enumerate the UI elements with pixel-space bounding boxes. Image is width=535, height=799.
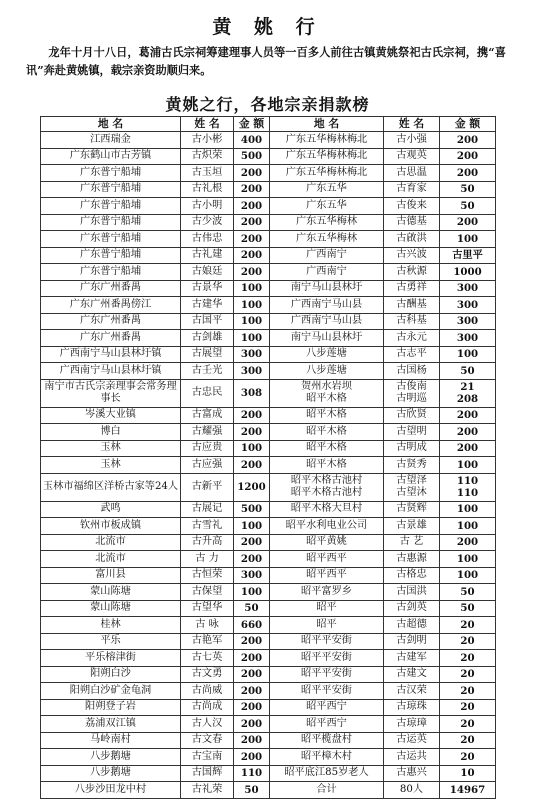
name-cell: 古忠民: [181, 379, 234, 407]
name-cell: 古国洪: [384, 584, 440, 601]
amount-cell: 200: [234, 633, 270, 650]
name-cell: 古思温: [384, 165, 440, 182]
place-cell: 蒙山陈塘: [41, 600, 181, 617]
amount-cell: 50: [440, 600, 496, 617]
name-cell: 古展望: [181, 346, 234, 363]
amount-cell: 20: [440, 716, 496, 733]
place-cell: 昭平西平: [270, 567, 384, 584]
place-cell: 昭平富罗乡: [270, 584, 384, 601]
header-name: 姓 名: [181, 117, 234, 132]
amount-cell: 200: [440, 424, 496, 441]
place-cell: 昭平西宁: [270, 716, 384, 733]
place-cell: 昭平西平: [270, 551, 384, 568]
amount-cell: 200: [234, 666, 270, 683]
amount-cell-line: 110: [456, 487, 479, 499]
name-cell: 古汉荣: [384, 683, 440, 700]
amount-cell: 200: [234, 247, 270, 264]
amount-cell: 100: [440, 457, 496, 474]
table-row: [41, 346, 496, 363]
header-place: 地 名: [41, 117, 181, 132]
amount-cell: 10: [440, 765, 496, 782]
amount-cell: 400: [234, 132, 270, 149]
name-cell: 古欣贤: [384, 407, 440, 424]
amount-cell: 300: [234, 567, 270, 584]
name-cell: 古尚威: [181, 683, 234, 700]
name-cell: 古少波: [181, 214, 234, 231]
place-cell-line: 昭平木格: [306, 393, 347, 404]
name-cell: 古玉垣: [181, 165, 234, 182]
place-cell: 玉林: [41, 440, 181, 457]
name-cell: 古 艺: [384, 534, 440, 551]
table-row: [41, 732, 496, 749]
place-cell: 广东普宁船埔: [41, 181, 181, 198]
name-cell: 古超德: [384, 617, 440, 634]
place-cell: 广西南宁马山县: [270, 297, 384, 314]
name-cell: 古贤辉: [384, 501, 440, 518]
amount-cell: [440, 379, 496, 407]
place-cell: 昭平西宁: [270, 699, 384, 716]
name-cell: 古剑雄: [181, 330, 234, 347]
amount-cell: 20: [440, 650, 496, 667]
name-cell: 古 咏: [181, 617, 234, 634]
name-cell-line: 古明巡: [396, 393, 427, 404]
name-cell: 古勇祥: [384, 280, 440, 297]
amount-cell: 200: [234, 551, 270, 568]
name-cell: 古应强: [181, 457, 234, 474]
amount-cell: 200: [440, 534, 496, 551]
donation-table: [40, 116, 496, 799]
table-row: [41, 440, 496, 457]
amount-cell: 200: [440, 148, 496, 165]
place-cell: 广东鹤山市古芳镇: [41, 148, 181, 165]
name-cell: 古小强: [384, 132, 440, 149]
place-cell: 昭平榄盘村: [270, 732, 384, 749]
table-row: [41, 666, 496, 683]
place-cell: 武鸣: [41, 501, 181, 518]
name-cell: 古礼根: [181, 181, 234, 198]
table-row: [41, 247, 496, 264]
table-row: [41, 280, 496, 297]
name-cell: 古尚成: [181, 699, 234, 716]
place-cell: 广东五华: [270, 181, 384, 198]
table-row: [41, 534, 496, 551]
place-cell: 昭平木格: [270, 424, 384, 441]
amount-cell: 300: [234, 346, 270, 363]
place-cell: 广西南宁马山县林圩镇: [41, 346, 181, 363]
name-cell: 古德基: [384, 214, 440, 231]
name-cell: 古富成: [181, 407, 234, 424]
name-cell: 古酬基: [384, 297, 440, 314]
table-row: [41, 132, 496, 149]
name-cell: 古人汉: [181, 716, 234, 733]
name-cell: 古景华: [181, 280, 234, 297]
name-cell: [384, 379, 440, 407]
place-cell: 广东普宁船埔: [41, 198, 181, 215]
name-cell: 古惠源: [384, 551, 440, 568]
name-cell: 古宝南: [181, 749, 234, 766]
place-cell: 广东五华梅林: [270, 231, 384, 248]
place-cell: 蒙山陈塘: [41, 584, 181, 601]
table-header-row: [41, 117, 496, 132]
place-cell: 广西南宁马山县林圩镇: [41, 363, 181, 380]
place-cell: 昭平: [270, 600, 384, 617]
table-row: [41, 473, 496, 501]
amount-cell: 300: [234, 363, 270, 380]
amount-cell: [440, 473, 496, 501]
name-cell: 古明成: [384, 440, 440, 457]
table-row: [41, 424, 496, 441]
table-row: [41, 363, 496, 380]
place-cell: 广西南宁马山县: [270, 313, 384, 330]
table-row: [41, 181, 496, 198]
table-row: [41, 617, 496, 634]
name-cell: 古观英: [384, 148, 440, 165]
place-cell: 八步莲塘: [270, 346, 384, 363]
name-cell: 古伟忠: [181, 231, 234, 248]
table-row: [41, 518, 496, 535]
name-cell: 古七英: [181, 650, 234, 667]
amount-cell: 20: [440, 732, 496, 749]
name-cell: 古炽荣: [181, 148, 234, 165]
place-cell: 昭平樟木村: [270, 749, 384, 766]
name-cell: 古艳军: [181, 633, 234, 650]
place-cell: 八步莲塘: [270, 363, 384, 380]
name-cell: 古升高: [181, 534, 234, 551]
place-cell: 昭平平安街: [270, 633, 384, 650]
amount-cell: 200: [234, 407, 270, 424]
table-row: [41, 633, 496, 650]
name-cell: 古应贵: [181, 440, 234, 457]
amount-cell: 50: [440, 181, 496, 198]
table-row: [41, 313, 496, 330]
amount-cell: 200: [234, 181, 270, 198]
amount-cell: 200: [234, 264, 270, 281]
table-subtitle: 黄姚之行，各地宗亲捐款榜: [165, 95, 370, 114]
name-cell: [384, 473, 440, 501]
name-cell: 古国杨: [384, 363, 440, 380]
place-cell: 平乐: [41, 633, 181, 650]
place-cell: 广东广州番禺: [41, 330, 181, 347]
table-row: [41, 782, 496, 799]
place-cell: 南宁市古氏宗亲理事会常务理事长: [41, 379, 181, 407]
amount-cell: 200: [234, 231, 270, 248]
place-cell: 广东普宁船埔: [41, 165, 181, 182]
name-cell: 古保望: [181, 584, 234, 601]
name-cell: 古望明: [384, 424, 440, 441]
place-cell: 北流市: [41, 551, 181, 568]
name-cell: 古小彬: [181, 132, 234, 149]
name-cell: 古新平: [181, 473, 234, 501]
place-cell-line: 贺州水岩坝: [301, 381, 352, 392]
amount-cell: 200: [234, 424, 270, 441]
place-cell-line: 昭平木格古池村: [290, 475, 363, 486]
table-row: [41, 214, 496, 231]
name-cell: 古建华: [181, 297, 234, 314]
name-cell: 古雪礼: [181, 518, 234, 535]
name-cell: 古礼建: [181, 247, 234, 264]
table-row: [41, 330, 496, 347]
place-cell: 荔浦双江镇: [41, 716, 181, 733]
table-row: [41, 716, 496, 733]
place-cell: 昭平木格大旦村: [270, 501, 384, 518]
place-cell: 南宁马山县林圩: [270, 280, 384, 297]
amount-cell: 300: [440, 330, 496, 347]
amount-cell-line: 110: [456, 475, 479, 487]
table-row: [41, 600, 496, 617]
amount-cell: 300: [440, 280, 496, 297]
name-cell: 古 力: [181, 551, 234, 568]
amount-cell: 300: [440, 297, 496, 314]
name-cell: 古文勇: [181, 666, 234, 683]
amount-cell: 50: [440, 363, 496, 380]
place-cell: 合计: [270, 782, 384, 799]
table-row: [41, 567, 496, 584]
name-cell: 古格忠: [384, 567, 440, 584]
amount-cell: 110: [234, 765, 270, 782]
amount-cell: 100: [440, 346, 496, 363]
place-cell: 玉林市福绵区洋桥古家等24人: [41, 473, 181, 501]
name-cell: 古志平: [384, 346, 440, 363]
place-cell: 广东普宁船埔: [41, 247, 181, 264]
place-cell: 广东普宁船埔: [41, 214, 181, 231]
table-row: [41, 407, 496, 424]
place-cell: 昭平木格: [270, 440, 384, 457]
name-cell-line: 古俊南: [396, 381, 427, 392]
name-cell: 古啟洪: [384, 231, 440, 248]
place-cell: 昭平黄姚: [270, 534, 384, 551]
amount-cell: 660: [234, 617, 270, 634]
table-row: [41, 231, 496, 248]
amount-cell: 1200: [234, 473, 270, 501]
amount-cell: 500: [234, 148, 270, 165]
amount-cell: 200: [440, 440, 496, 457]
amount-cell: 200: [440, 165, 496, 182]
name-cell: 古建文: [384, 666, 440, 683]
amount-cell: 50: [234, 600, 270, 617]
header-amount: 金 额: [234, 117, 270, 132]
place-cell: 昭平木格: [270, 407, 384, 424]
name-cell-line: 古望泽: [396, 475, 427, 486]
amount-cell: 100: [234, 440, 270, 457]
table-row: [41, 584, 496, 601]
place-cell: 昭平底江85岁老人: [270, 765, 384, 782]
name-cell: 古俊来: [384, 198, 440, 215]
name-cell: 古运英: [384, 732, 440, 749]
amount-cell: 100: [234, 518, 270, 535]
table-row: [41, 165, 496, 182]
amount-cell: 200: [234, 165, 270, 182]
amount-cell: 100: [234, 297, 270, 314]
amount-cell: 20: [440, 666, 496, 683]
place-cell: [270, 473, 384, 501]
name-cell: 古小明: [181, 198, 234, 215]
place-cell: 八步鹅塘: [41, 749, 181, 766]
amount-cell: 20: [440, 749, 496, 766]
place-cell: 昭平平安街: [270, 683, 384, 700]
amount-cell: 200: [234, 683, 270, 700]
name-cell: 古剑英: [384, 600, 440, 617]
table-row: [41, 148, 496, 165]
table-row: [41, 501, 496, 518]
place-cell: 广东五华: [270, 198, 384, 215]
name-cell: 古贤秀: [384, 457, 440, 474]
name-cell: 古壬光: [181, 363, 234, 380]
place-cell: 岑溪大业镇: [41, 407, 181, 424]
place-cell: 广东五华梅林梅北: [270, 148, 384, 165]
name-cell: 古永元: [384, 330, 440, 347]
name-cell: 古琼珠: [384, 699, 440, 716]
amount-cell: 50: [234, 782, 270, 799]
amount-cell: 200: [234, 650, 270, 667]
place-cell: 八步沙田龙中村: [41, 782, 181, 799]
amount-cell: 300: [440, 313, 496, 330]
name-cell: 古文春: [181, 732, 234, 749]
amount-cell: 100: [440, 518, 496, 535]
amount-cell: 100: [440, 567, 496, 584]
table-row: [41, 457, 496, 474]
amount-cell: 古里平: [440, 247, 496, 264]
name-cell: 古建军: [384, 650, 440, 667]
place-cell: 马岭南村: [41, 732, 181, 749]
table-row: [41, 264, 496, 281]
place-cell: 平乐榕津街: [41, 650, 181, 667]
amount-cell: 100: [234, 313, 270, 330]
name-cell: 古国平: [181, 313, 234, 330]
amount-cell: 200: [234, 534, 270, 551]
amount-cell: 20: [440, 617, 496, 634]
amount-cell: 100: [234, 584, 270, 601]
table-row: [41, 379, 496, 407]
amount-cell: 200: [234, 749, 270, 766]
amount-cell: 20: [440, 683, 496, 700]
place-cell: 广东普宁船埔: [41, 264, 181, 281]
place-cell: 广东普宁船埔: [41, 231, 181, 248]
place-cell: 广西南宁: [270, 264, 384, 281]
amount-cell: 100: [234, 330, 270, 347]
amount-cell-line: 208: [456, 393, 479, 405]
header-amount: 金 额: [440, 117, 496, 132]
name-cell: 古望华: [181, 600, 234, 617]
place-cell: 博白: [41, 424, 181, 441]
name-cell: 古耀强: [181, 424, 234, 441]
place-cell: 北流市: [41, 534, 181, 551]
amount-cell: 100: [440, 501, 496, 518]
table-row: [41, 650, 496, 667]
place-cell: 阳朔白沙矿金龟洞: [41, 683, 181, 700]
amount-cell: 20: [440, 699, 496, 716]
name-cell: 古琼璋: [384, 716, 440, 733]
place-cell: [270, 379, 384, 407]
amount-cell: 200: [440, 214, 496, 231]
table-row: [41, 198, 496, 215]
name-cell: 古兴波: [384, 247, 440, 264]
amount-cell: 200: [234, 732, 270, 749]
page-title: 黄 姚 行: [212, 16, 323, 38]
name-cell: 古展记: [181, 501, 234, 518]
place-cell: 广西南宁: [270, 247, 384, 264]
amount-cell: 50: [440, 584, 496, 601]
table-row: [41, 765, 496, 782]
amount-cell: 100: [440, 231, 496, 248]
amount-cell: 20: [440, 633, 496, 650]
amount-cell: 200: [440, 132, 496, 149]
amount-cell: 100: [234, 280, 270, 297]
place-cell: 南宁马山县林圩: [270, 330, 384, 347]
place-cell: 玉林: [41, 457, 181, 474]
place-cell: 阳朔白沙: [41, 666, 181, 683]
amount-cell: 200: [440, 407, 496, 424]
amount-cell: 308: [234, 379, 270, 407]
place-cell: 桂林: [41, 617, 181, 634]
name-cell: 80人: [384, 782, 440, 799]
table-row: [41, 297, 496, 314]
place-cell: 富川县: [41, 567, 181, 584]
name-cell: 古秋源: [384, 264, 440, 281]
name-cell: 古国辉: [181, 765, 234, 782]
place-cell: 昭平: [270, 617, 384, 634]
name-cell: 古惠兴: [384, 765, 440, 782]
place-cell: 广东五华梅林梅北: [270, 132, 384, 149]
table-row: [41, 551, 496, 568]
place-cell: 昭平平安街: [270, 650, 384, 667]
name-cell: 古景雄: [384, 518, 440, 535]
place-cell: 昭平平安街: [270, 666, 384, 683]
name-cell: 古育家: [384, 181, 440, 198]
place-cell: 广东广州番禺: [41, 313, 181, 330]
amount-cell-line: 21: [460, 381, 475, 393]
header-place: 地 名: [270, 117, 384, 132]
name-cell: 古娘廷: [181, 264, 234, 281]
amount-cell: 200: [234, 198, 270, 215]
table-body: [41, 132, 496, 799]
name-cell: 古剑明: [384, 633, 440, 650]
intro-paragraph: 龙年十月十八日，葛浦古氏宗祠筹建理事人员等一百多人前往古镇黄姚祭祀古氏宗祠，携“喜讯”奔赴黄姚镇，载宗亲资助顺归来。: [26, 45, 506, 77]
name-cell: 古科基: [384, 313, 440, 330]
amount-cell: 100: [440, 551, 496, 568]
place-cell: 昭平水利电业公司: [270, 518, 384, 535]
amount-cell: 200: [234, 214, 270, 231]
amount-cell: 50: [440, 198, 496, 215]
place-cell: 广东广州番禺: [41, 280, 181, 297]
place-cell: 江西瑞金: [41, 132, 181, 149]
place-cell: 钦州市板成镇: [41, 518, 181, 535]
name-cell: 古运共: [384, 749, 440, 766]
place-cell: 广东五华梅林梅北: [270, 165, 384, 182]
place-cell: 广东广州番禺傍江: [41, 297, 181, 314]
place-cell: 阳朔登子岩: [41, 699, 181, 716]
name-cell: 古礼荣: [181, 782, 234, 799]
amount-cell: 1000: [440, 264, 496, 281]
amount-cell: 200: [234, 716, 270, 733]
amount-cell: 200: [234, 457, 270, 474]
amount-cell: 500: [234, 501, 270, 518]
amount-cell: 14967: [440, 782, 496, 799]
amount-cell: 200: [234, 699, 270, 716]
table-row: [41, 683, 496, 700]
name-cell-line: 古望沐: [396, 487, 427, 498]
header-name: 姓 名: [384, 117, 440, 132]
place-cell: 昭平木格: [270, 457, 384, 474]
table-row: [41, 749, 496, 766]
place-cell-line: 昭平木格古池村: [290, 487, 363, 498]
place-cell: 八步鹅塘: [41, 765, 181, 782]
table-row: [41, 699, 496, 716]
name-cell: 古恒荣: [181, 567, 234, 584]
place-cell: 广东五华梅林: [270, 214, 384, 231]
